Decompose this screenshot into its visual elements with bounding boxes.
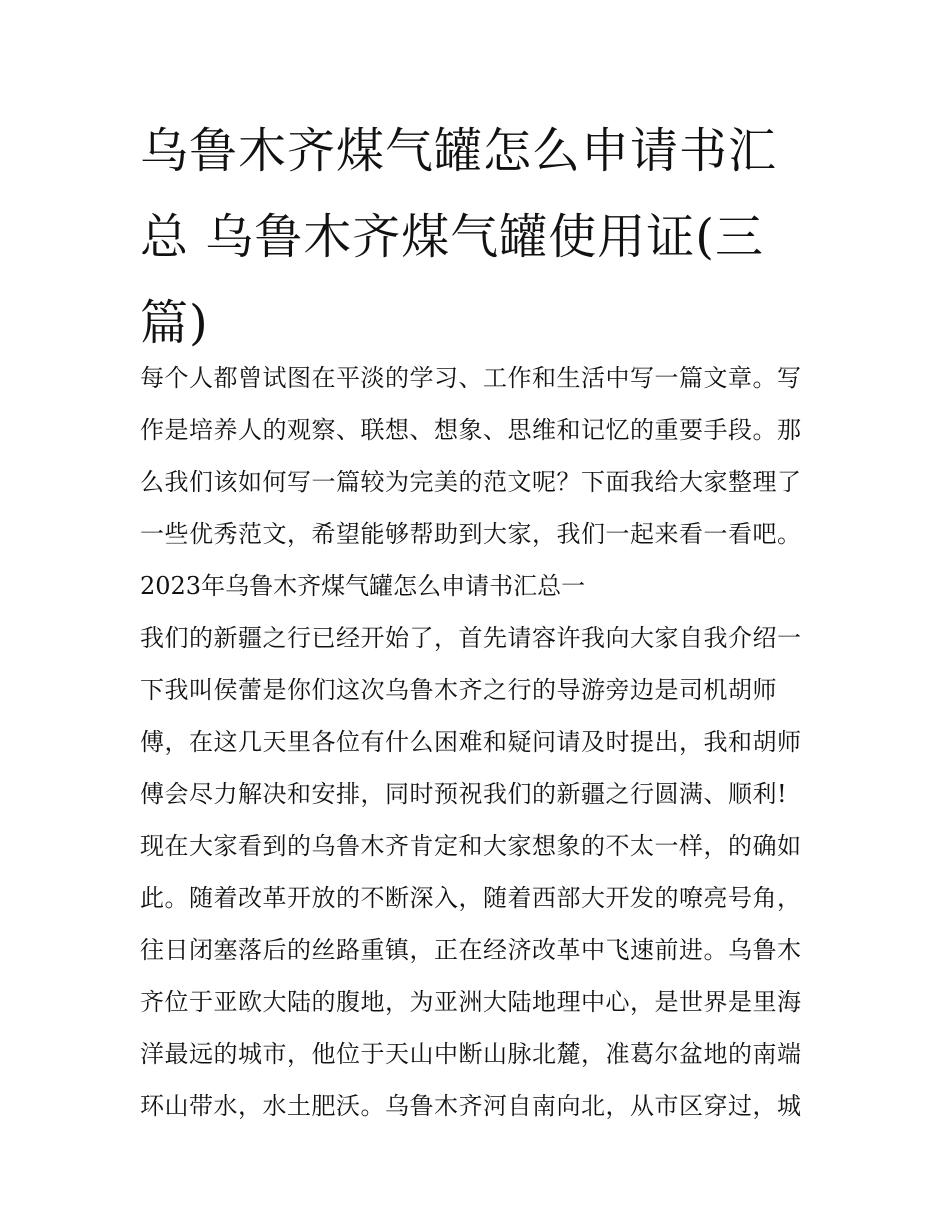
document-body	[140, 352, 820, 1132]
document-title	[140, 108, 820, 366]
body-line: 傅，在这几天里各位有什么困难和疑问请及时提出，我和胡师	[140, 728, 802, 756]
body-line: 洋最远的城市，他位于天山中断山脉北麓，准葛尔盆地的南端	[140, 1040, 802, 1068]
body-line: 每个人都曾试图在平淡的学习、工作和生活中写一篇文章。写	[140, 364, 802, 392]
body-line: 作是培养人的观察、联想、想象、思维和记忆的重要手段。那	[140, 416, 802, 444]
body-line: 下我叫侯蕾是你们这次乌鲁木齐之行的导游旁边是司机胡师	[140, 676, 777, 704]
body-line: 傅会尽力解决和安排，同时预祝我们的新疆之行圆满、顺利!	[140, 780, 788, 808]
body-line: 齐位于亚欧大陆的腹地，为亚洲大陆地理中心，是世界是里海	[140, 988, 802, 1016]
body-line: 一些优秀范文，希望能够帮助到大家，我们一起来看一看吧。	[140, 520, 802, 548]
title-line: 总 乌鲁木齐煤气罐使用证(三	[140, 209, 764, 265]
body-line: 么我们该如何写一篇较为完美的范文呢？下面我给大家整理了	[140, 468, 802, 496]
section-heading: 2023年乌鲁木齐煤气罐怎么申请书汇总一	[140, 572, 586, 600]
body-line: 我们的新疆之行已经开始了，首先请容许我向大家自我介绍一	[140, 624, 802, 652]
body-line: 此。随着改革开放的不断深入，随着西部大开发的嘹亮号角，	[140, 884, 802, 912]
title-line: 乌鲁木齐煤气罐怎么申请书汇	[140, 123, 778, 179]
body-line: 现在大家看到的乌鲁木齐肯定和大家想象的不太一样，的确如	[140, 832, 802, 860]
title-line: 篇)	[140, 295, 209, 351]
body-line: 往日闭塞落后的丝路重镇，正在经济改革中飞速前进。乌鲁木	[140, 936, 802, 964]
body-line: 环山带水，水土肥沃。乌鲁木齐河自南向北，从市区穿过，城	[140, 1092, 802, 1120]
